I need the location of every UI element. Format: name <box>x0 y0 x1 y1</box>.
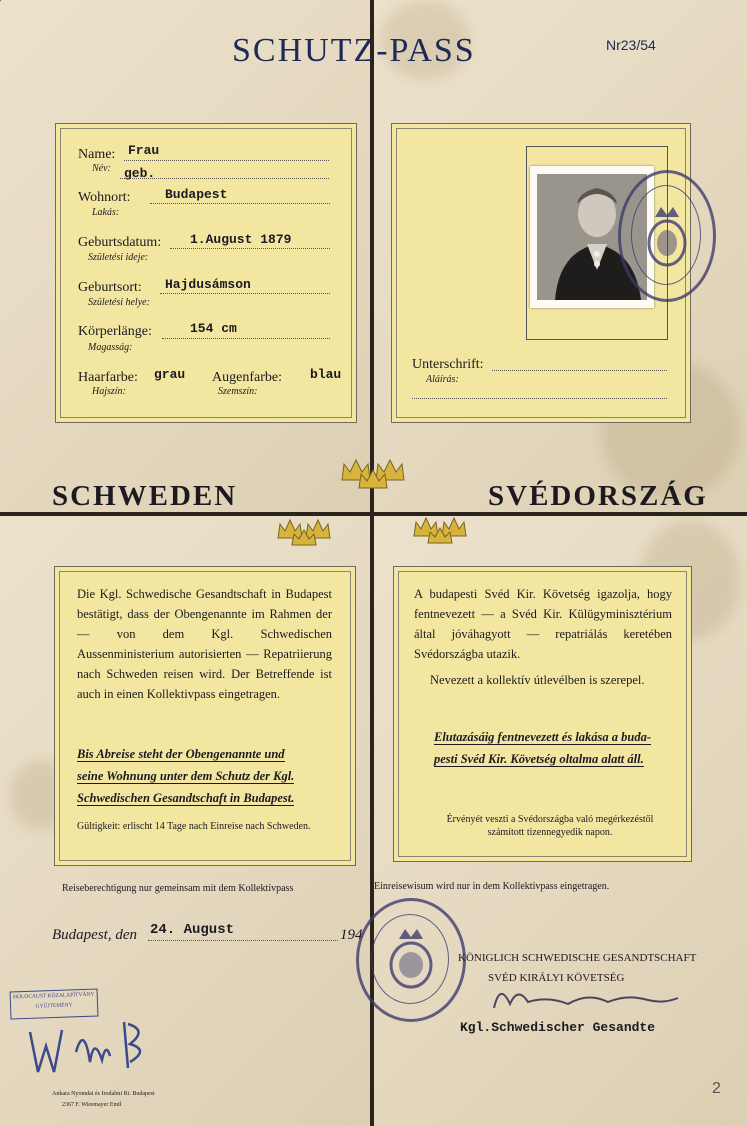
travel-note-german: Reiseberechtigung nur gemeinsam mit dem Kollektivpass <box>62 883 294 894</box>
geburtsdatum-label: Geburtsdatum: <box>78 235 162 250</box>
document-title: SCHUTZ-PASS <box>232 32 476 69</box>
hungarian-validity: Érvényét veszti a Svédországba való megérkezéstől számított tizennegyedik napon. <box>446 814 654 838</box>
geburtsort-label: Geburtsort: <box>78 280 142 295</box>
wohnort-line <box>150 203 330 204</box>
koerperlaenge-value: 154 cm <box>190 321 237 336</box>
signature-sub: Aláírás: <box>426 374 459 385</box>
koerperlaenge-line <box>162 338 330 339</box>
date-line <box>148 940 338 941</box>
hungarian-protection-text <box>434 726 684 770</box>
name-line <box>124 160 329 161</box>
legation-name-german: KÖNIGLICH SCHWEDISCHE GESANDTSCHAFT <box>458 952 697 964</box>
hungarian-underlined-line-2: pesti Svéd Kir. Követség oltalma alatt áll. <box>434 752 644 766</box>
geb-line <box>120 178 329 179</box>
koerperlaenge-sub: Magasság: <box>88 342 133 353</box>
country-name-german: SCHWEDEN <box>52 480 238 512</box>
geburtsort-line <box>160 293 330 294</box>
name-sub: Név: <box>92 163 111 174</box>
wohnort-value: Budapest <box>165 187 228 202</box>
document-number: Nr23/54 <box>606 37 656 53</box>
geburtsort-sub: Születési helye: <box>88 297 150 308</box>
year-value: 194 <box>340 927 363 943</box>
geburtsort-value: Hajdusámson <box>165 277 251 292</box>
envoy-signature-icon <box>488 978 688 1018</box>
german-validity: Gültigkeit: erlischt 14 Tage nach Einreise nach Schweden. <box>77 821 311 832</box>
hungarian-paragraph: A budapesti Svéd Kir. Követség igazolja, hogy fentnevezett — a Svéd Kir. Külügyminisztérium által jóváhagyott — repatriálás keretében Svédországba utazik. <box>414 587 672 661</box>
envoy-title: Kgl.Schwedischer Gesandte <box>460 1020 656 1035</box>
place-date-label: Budapest, den <box>52 927 137 943</box>
geburtsdatum-sub: Születési ideje: <box>88 252 149 263</box>
signature-line-1 <box>492 370 667 371</box>
haarfarbe-label: Haarfarbe: <box>78 370 138 385</box>
german-underlined-line-1: Bis Abreise steht der Obengenannte und <box>77 747 285 761</box>
three-crowns-icon <box>274 512 336 546</box>
augenfarbe-label: Augenfarbe: <box>212 370 282 385</box>
koerperlaenge-label: Körperlänge: <box>78 324 152 339</box>
hungarian-underlined-line-1: Elutazásáig fentnevezett és lakása a buda- <box>434 730 652 744</box>
three-crowns-icon <box>410 510 472 544</box>
printer-credit-2: 2367 F. Wiesmayer Emil <box>62 1102 122 1108</box>
handwritten-marks-icon <box>24 1012 154 1082</box>
stamp-crest-icon <box>359 901 463 1019</box>
archive-stamp-line-2: GYŰJTEMÉNY <box>35 1002 73 1010</box>
archive-stamp-line-1: HOLOCAUST KÖZALAPÍTVÁNY <box>12 991 95 1001</box>
geburtsdatum-line <box>170 248 330 249</box>
german-protection-text <box>77 743 339 809</box>
german-paragraph: Die Kgl. Schwedische Gesandtschaft in Budapest bestätigt, dass der Obengenannte im Rahmen der — von dem Kgl. Schwedischen Aussenministerium autorisierten — Repatriierung nach Schweden reisen wird. Der Betreffende ist auch in einen Kollektivpass eingetragen. <box>77 587 332 701</box>
page-mark: 2 <box>712 1080 721 1097</box>
geb-value: geb. <box>124 166 156 181</box>
three-crowns-icon <box>338 450 408 490</box>
signature-line-2 <box>412 398 667 399</box>
german-underlined-line-2: seine Wohnung unter dem Schutz der Kgl. <box>77 769 295 783</box>
wohnort-label: Wohnort: <box>78 190 131 205</box>
haarfarbe-value: grau <box>154 367 186 382</box>
german-underlined-line-3: Schwedischen Gesandtschaft in Budapest. <box>77 791 295 805</box>
legation-stamp-bottom <box>356 898 466 1022</box>
name-label: Name: <box>78 147 116 162</box>
geburtsdatum-value: 1.August 1879 <box>190 232 292 247</box>
signature-label: Unterschrift: <box>412 357 484 372</box>
date-value: 24. August <box>150 922 235 938</box>
name-value: Frau <box>128 143 160 158</box>
augenfarbe-value: blau <box>310 367 342 382</box>
visa-note-german: Einreisewisum wird nur in dem Kollektivpass eingetragen. <box>374 881 610 892</box>
haarfarbe-sub: Hajszín: <box>92 386 126 397</box>
printer-credit-1: Ankara Nyomdai és Irodalmi Rt. Budapest <box>52 1091 155 1097</box>
stamp-crest-icon <box>621 173 713 299</box>
legation-name-hungarian: SVÉD KIRÁLYI KÖVETSÉG <box>488 972 625 984</box>
wohnort-sub: Lakás: <box>92 207 120 218</box>
hungarian-paragraph-2: Nevezett a kollektív útlevélben is szerepel. <box>430 673 645 687</box>
legation-stamp-photo <box>618 170 716 302</box>
country-name-hungarian: SVÉDORSZÁG <box>488 480 708 512</box>
augenfarbe-sub: Szemszín: <box>218 386 258 397</box>
